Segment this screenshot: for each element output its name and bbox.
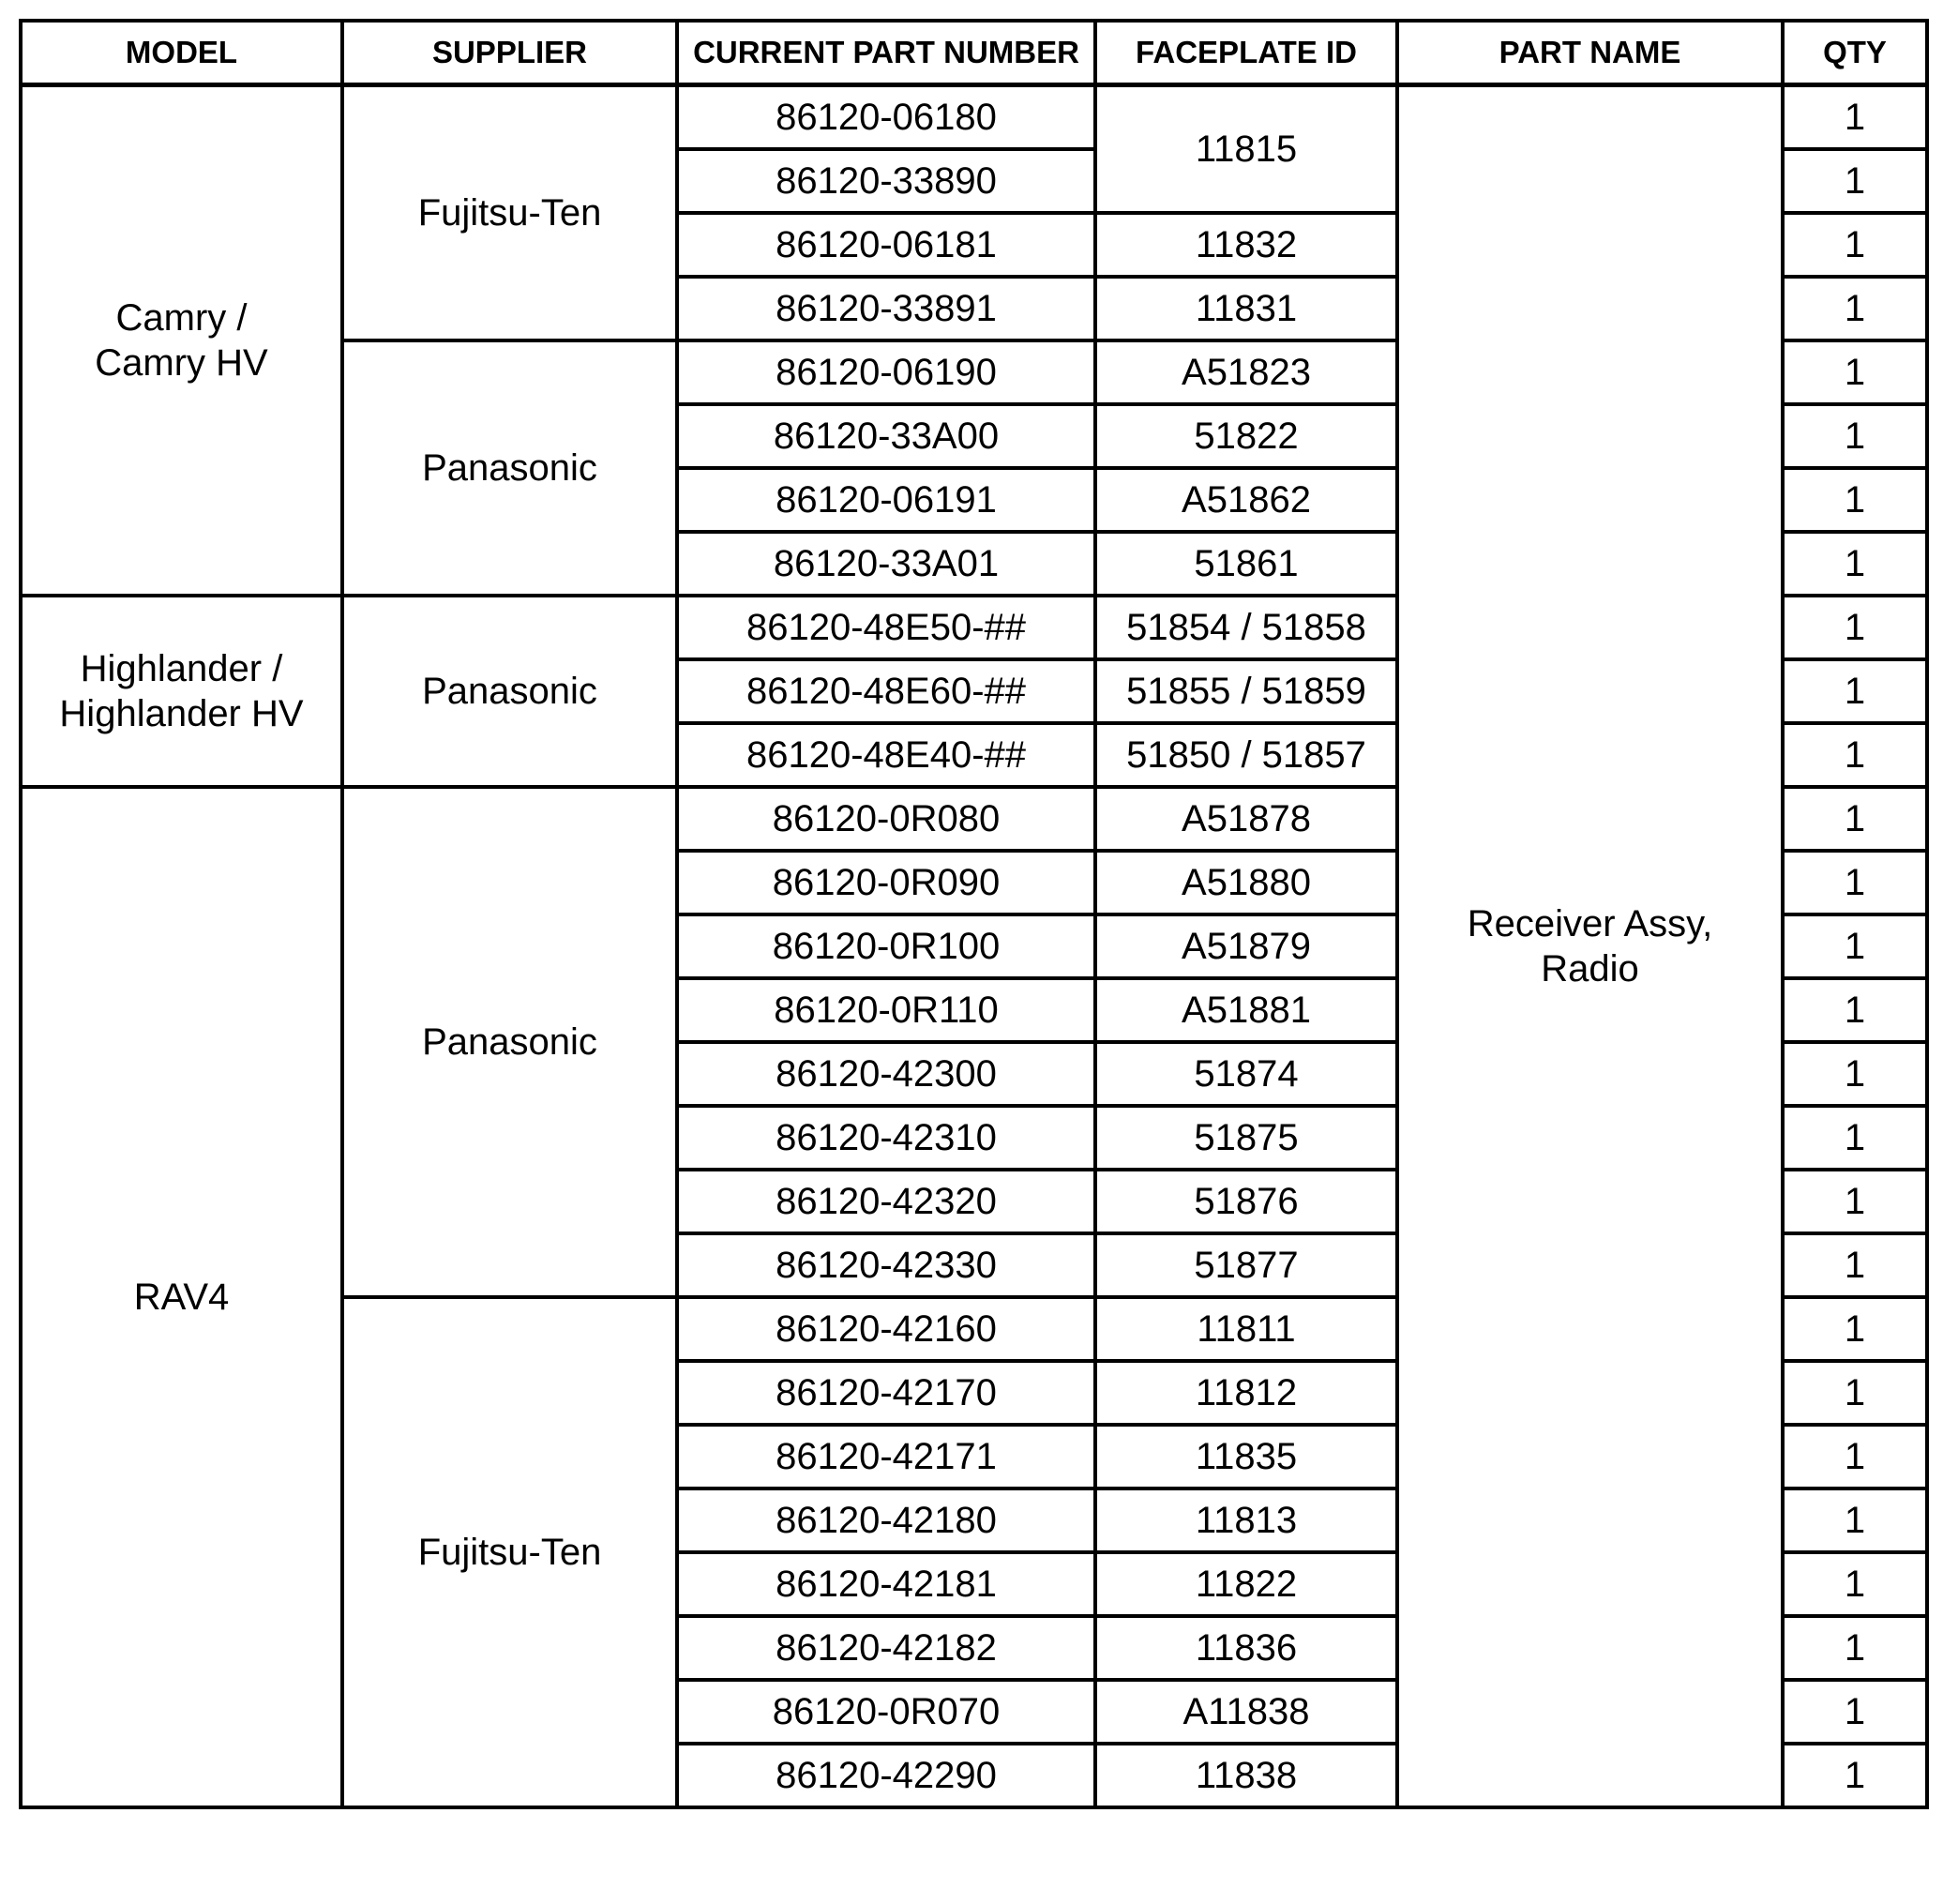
part-number-cell: 86120-42290 (677, 1744, 1095, 1807)
part-number-cell: 86120-42300 (677, 1042, 1095, 1106)
part-name-cell (1397, 85, 1783, 1808)
qty-cell: 1 (1783, 723, 1927, 787)
model-rav4: RAV4 (133, 1277, 230, 1318)
qty-cell: 1 (1783, 1233, 1927, 1297)
qty-cell: 1 (1783, 1488, 1927, 1552)
qty-cell: 1 (1783, 340, 1927, 404)
faceplate-cell: 51874 (1095, 1042, 1397, 1106)
supplier-cell (342, 596, 677, 787)
supplier-panasonic: Panasonic (422, 671, 597, 712)
qty-cell: 1 (1783, 1042, 1927, 1106)
supplier-cell (342, 787, 677, 1297)
header-model: MODEL (21, 21, 342, 85)
faceplate-cell: A51862 (1095, 468, 1397, 532)
faceplate-cell: 11831 (1095, 277, 1397, 340)
part-number-cell: 86120-42310 (677, 1106, 1095, 1170)
faceplate-cell: 51861 (1095, 532, 1397, 596)
model-cell (21, 85, 342, 597)
part-number-cell: 86120-0R110 (677, 978, 1095, 1042)
part-number-cell: 86120-42171 (677, 1425, 1095, 1488)
qty-cell: 1 (1783, 1616, 1927, 1680)
model-camry: Camry / Camry HV (95, 297, 268, 384)
part-number-cell: 86120-42182 (677, 1616, 1095, 1680)
part-number-cell: 86120-33A00 (677, 404, 1095, 468)
part-number-cell: 86120-42170 (677, 1361, 1095, 1425)
supplier-fujitsu-ten: Fujitsu-Ten (417, 192, 602, 234)
faceplate-cell: A51881 (1095, 978, 1397, 1042)
qty-cell: 1 (1783, 1680, 1927, 1744)
part-number-cell: 86120-33890 (677, 149, 1095, 213)
supplier-cell (342, 1297, 677, 1807)
faceplate-cell: 11836 (1095, 1616, 1397, 1680)
qty-cell: 1 (1783, 1552, 1927, 1616)
part-number-cell: 86120-42320 (677, 1170, 1095, 1233)
faceplate-cell: 11813 (1095, 1488, 1397, 1552)
header-qty: QTY (1783, 21, 1927, 85)
part-number-cell: 86120-42181 (677, 1552, 1095, 1616)
part-number-cell: 86120-42160 (677, 1297, 1095, 1361)
header-part-name: PART NAME (1397, 21, 1783, 85)
qty-cell: 1 (1783, 277, 1927, 340)
qty-cell: 1 (1783, 404, 1927, 468)
part-number-cell: 86120-42330 (677, 1233, 1095, 1297)
part-name-text: Receiver Assy, Radio (1467, 903, 1713, 990)
faceplate-cell: 11838 (1095, 1744, 1397, 1807)
faceplate-cell: 51875 (1095, 1106, 1397, 1170)
faceplate-cell: 11835 (1095, 1425, 1397, 1488)
faceplate-cell: 11812 (1095, 1361, 1397, 1425)
part-number-cell: 86120-06181 (677, 213, 1095, 277)
header-row (21, 21, 1927, 85)
header-supplier: SUPPLIER (342, 21, 677, 85)
faceplate-cell: 51876 (1095, 1170, 1397, 1233)
faceplate-cell: 51850 / 51857 (1095, 723, 1397, 787)
qty-cell: 1 (1783, 978, 1927, 1042)
qty-cell: 1 (1783, 532, 1927, 596)
supplier-panasonic: Panasonic (422, 447, 597, 489)
faceplate-cell: 51855 / 51859 (1095, 659, 1397, 723)
supplier-cell (342, 340, 677, 596)
part-number-cell: 86120-42180 (677, 1488, 1095, 1552)
qty-cell: 1 (1783, 213, 1927, 277)
part-number-cell: 86120-33891 (677, 277, 1095, 340)
part-number-cell: 86120-06180 (677, 85, 1095, 150)
header-part-number: CURRENT PART NUMBER (677, 21, 1095, 85)
qty-cell: 1 (1783, 851, 1927, 914)
qty-cell: 1 (1783, 1361, 1927, 1425)
faceplate-cell: A51880 (1095, 851, 1397, 914)
faceplate-cell: 51822 (1095, 404, 1397, 468)
qty-cell: 1 (1783, 659, 1927, 723)
faceplate-cell: A51878 (1095, 787, 1397, 851)
part-number-cell: 86120-06191 (677, 468, 1095, 532)
part-number-cell: 86120-0R080 (677, 787, 1095, 851)
faceplate-cell: A51823 (1095, 340, 1397, 404)
header-faceplate-id: FACEPLATE ID (1095, 21, 1397, 85)
qty-cell: 1 (1783, 1297, 1927, 1361)
qty-cell: 1 (1783, 596, 1927, 659)
qty-cell: 1 (1783, 468, 1927, 532)
model-highlander: Highlander / Highlander HV (59, 648, 304, 734)
faceplate-cell: 11822 (1095, 1552, 1397, 1616)
faceplate-cell: A51879 (1095, 914, 1397, 978)
part-number-cell: 86120-33A01 (677, 532, 1095, 596)
qty-cell: 1 (1783, 149, 1927, 213)
qty-cell: 1 (1783, 85, 1927, 150)
parts-table (19, 19, 1929, 1809)
qty-cell: 1 (1783, 787, 1927, 851)
qty-cell: 1 (1783, 1170, 1927, 1233)
qty-cell: 1 (1783, 914, 1927, 978)
part-number-cell: 86120-48E60-## (677, 659, 1095, 723)
part-number-cell: 86120-0R090 (677, 851, 1095, 914)
part-number-cell: 86120-0R100 (677, 914, 1095, 978)
part-number-cell: 86120-48E50-## (677, 596, 1095, 659)
part-number-cell: 86120-48E40-## (677, 723, 1095, 787)
faceplate-cell: 11832 (1095, 213, 1397, 277)
faceplate-cell: 11811 (1095, 1297, 1397, 1361)
supplier-panasonic: Panasonic (422, 1021, 597, 1063)
table-row (21, 85, 1927, 150)
model-cell (21, 596, 342, 787)
faceplate-cell: 11815 (1095, 85, 1397, 214)
faceplate-cell: 51854 / 51858 (1095, 596, 1397, 659)
part-number-cell: 86120-06190 (677, 340, 1095, 404)
supplier-fujitsu-ten: Fujitsu-Ten (417, 1532, 602, 1573)
part-number-cell: 86120-0R070 (677, 1680, 1095, 1744)
supplier-cell (342, 85, 677, 341)
faceplate-cell: 51877 (1095, 1233, 1397, 1297)
faceplate-cell: A11838 (1095, 1680, 1397, 1744)
qty-cell: 1 (1783, 1425, 1927, 1488)
qty-cell: 1 (1783, 1744, 1927, 1807)
qty-cell: 1 (1783, 1106, 1927, 1170)
model-cell (21, 787, 342, 1807)
